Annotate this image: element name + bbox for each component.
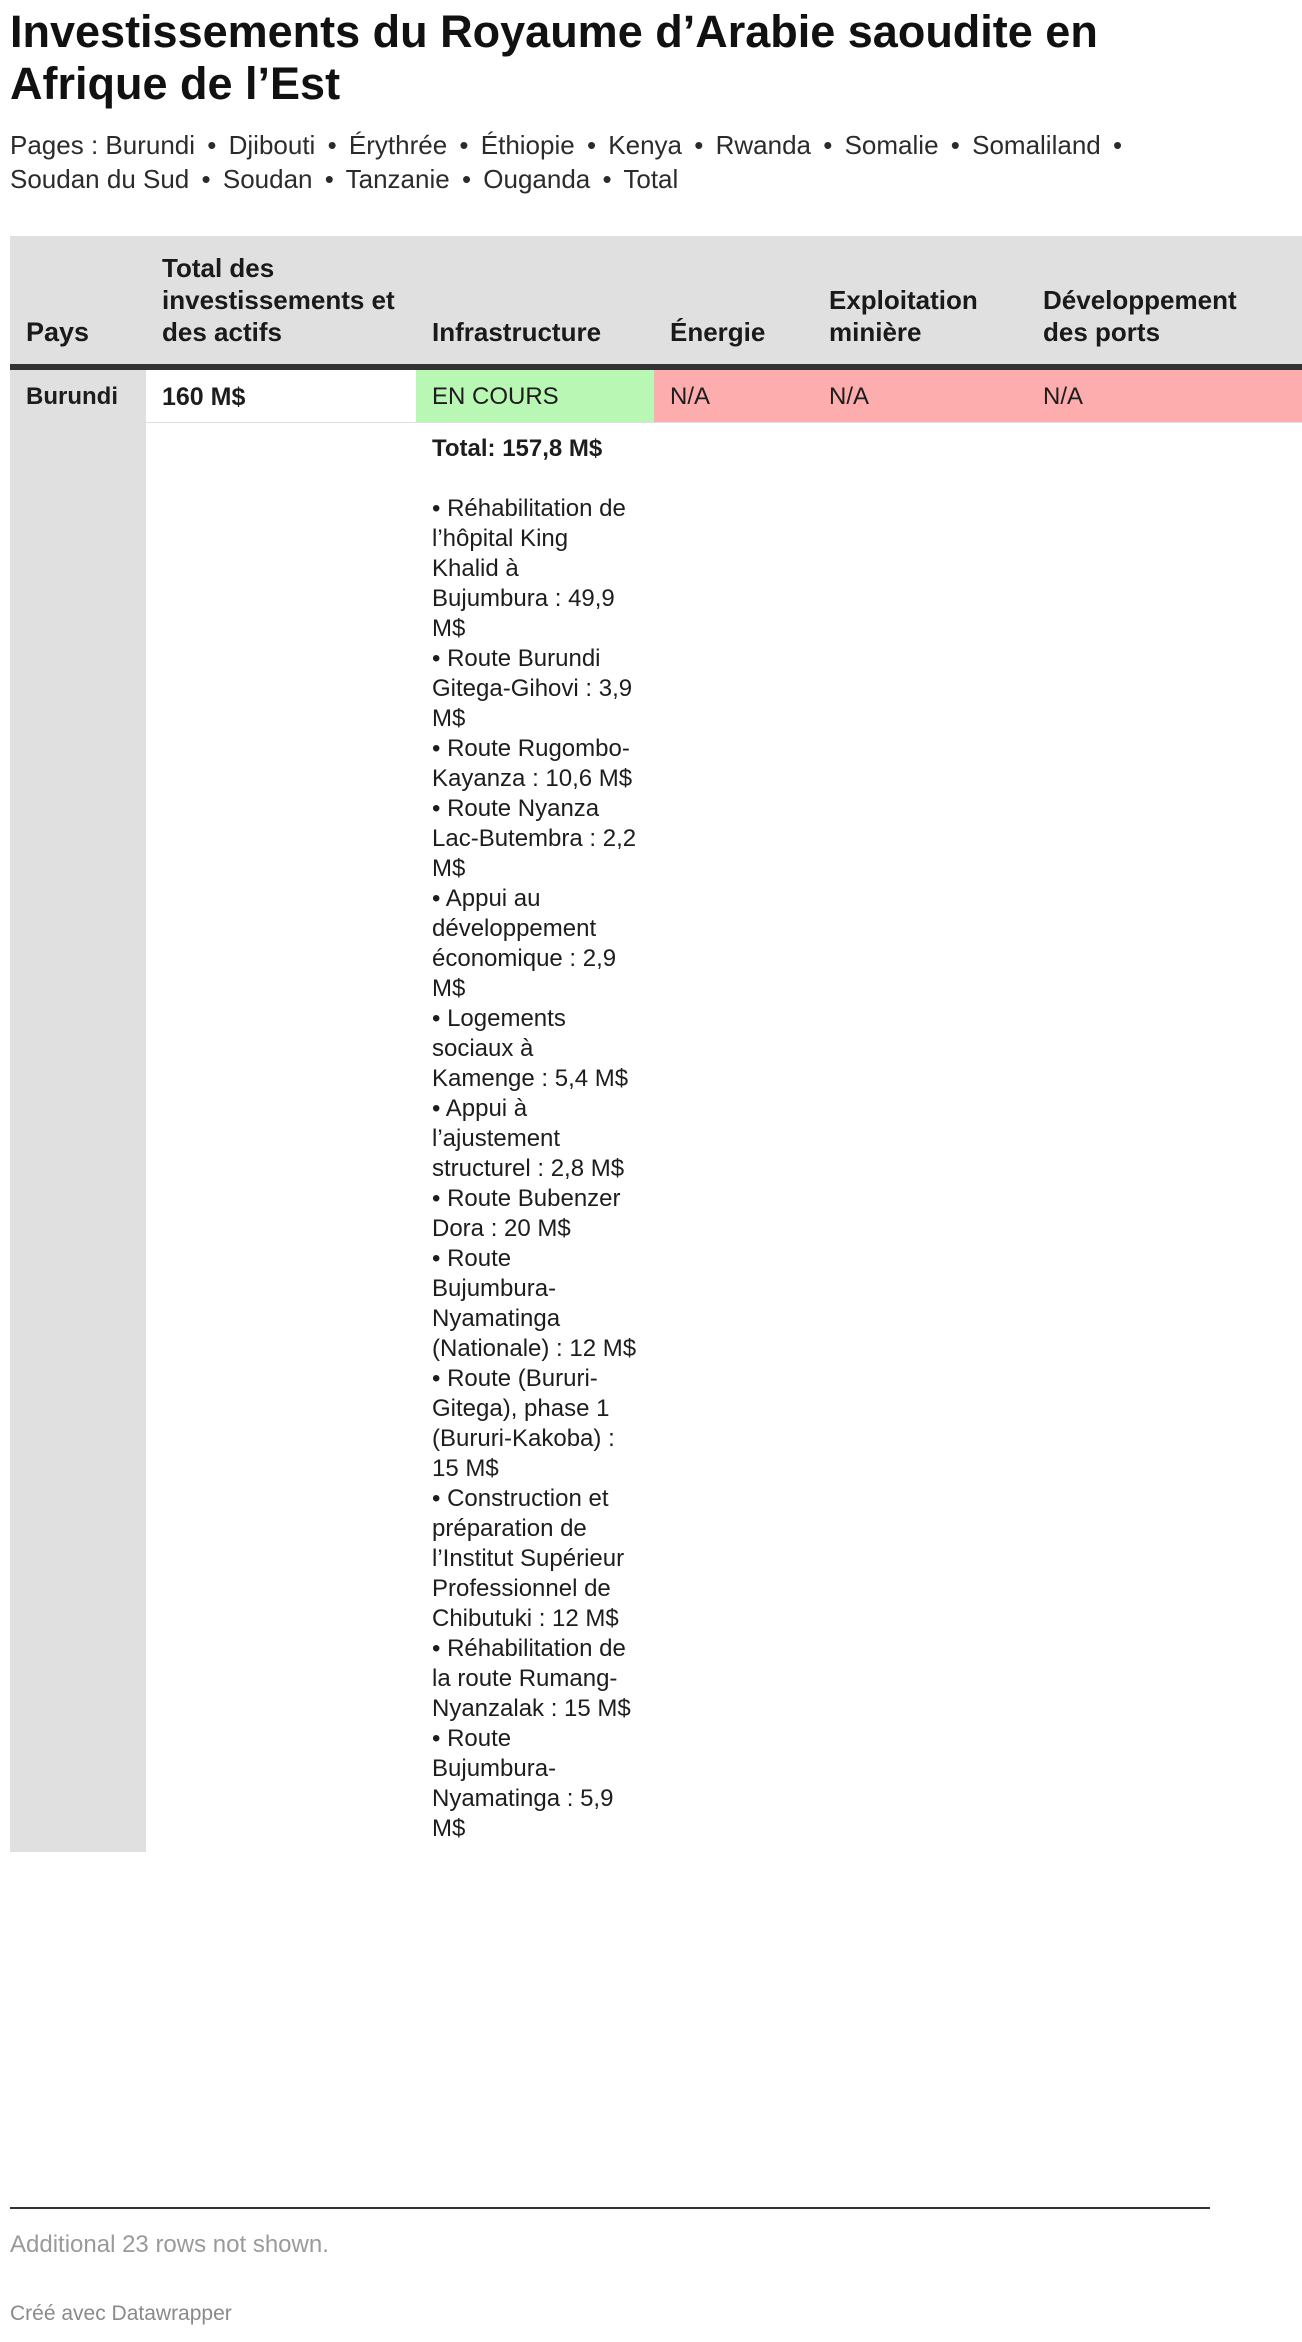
cell-mines-empty	[813, 422, 1027, 1852]
cell-energie-status: N/A	[654, 367, 813, 422]
page-link[interactable]: Rwanda	[715, 130, 812, 160]
cell-infrastructure-status: EN COURS	[416, 367, 654, 422]
rows-not-shown-note: Additional 23 rows not shown.	[10, 2231, 329, 2258]
pages-label: Pages :	[10, 130, 99, 160]
list-item: • Route Bujumbura-Nyamatinga (Nationale) : 12 M$	[432, 1244, 637, 1362]
cell-infrastructure-detail	[416, 422, 654, 1852]
cell-pays-empty	[10, 422, 146, 1852]
cell-energie-empty	[654, 422, 813, 1852]
investments-table-container	[10, 236, 1237, 1852]
page-separator: •	[459, 130, 469, 160]
table-header	[10, 236, 1302, 367]
page-title: Investissements du Royaume d’Arabie saoudite en Afrique de l’Est	[10, 6, 1098, 109]
col-header-total[interactable]: Total des investissements et des actifs	[146, 236, 416, 367]
table-row	[10, 367, 1302, 422]
cell-total: 160 M$	[146, 367, 416, 422]
cell-pays: Burundi	[10, 367, 146, 422]
list-item: • Route Bubenzer Dora : 20 M$	[432, 1184, 621, 1242]
col-header-mines[interactable]: Exploitation minière	[813, 236, 1027, 367]
col-header-infrastructure[interactable]: Infrastructure	[416, 236, 654, 367]
list-item: • Logements sociaux à Kamenge : 5,4 M$	[432, 1004, 629, 1092]
page-link[interactable]: Somaliland	[972, 130, 1101, 160]
page-link[interactable]: Ouganda	[483, 164, 591, 194]
page-separator: •	[1112, 130, 1123, 160]
page-separator: •	[602, 164, 612, 194]
page-link[interactable]: Érythrée	[348, 130, 448, 160]
page-link[interactable]: Kenya	[608, 130, 683, 160]
pages-nav	[10, 128, 1210, 196]
table-bottom-rule	[10, 2207, 1210, 2209]
page-link[interactable]: Djibouti	[228, 130, 316, 160]
page-link[interactable]: Burundi	[105, 130, 196, 160]
investments-table	[10, 236, 1302, 1852]
cell-mines-status: N/A	[813, 367, 1027, 422]
list-item: • Route Rugombo-Kayanza : 10,6 M$	[432, 734, 633, 792]
page-separator: •	[950, 130, 960, 160]
list-item: • Réhabilitation de l’hôpital King Khalid à Bujumbura : 49,9 M$	[432, 494, 626, 642]
credit-line: Créé avec Datawrapper	[10, 2302, 232, 2325]
cell-total-empty	[146, 422, 416, 1852]
list-item: • Construction et préparation de l’Institut Supérieur Professionnel de Chibutuki : 12 M$	[432, 1484, 625, 1632]
pages-links	[10, 130, 1127, 194]
list-item: • Route (Bururi-Gitega), phase 1 (Bururi-Kakoba) : 15 M$	[432, 1364, 615, 1482]
list-item: • Route Burundi Gitega-Gihovi : 3,9 M$	[432, 644, 633, 732]
page-link[interactable]: Total	[623, 164, 679, 194]
list-item: • Route Bujumbura-Nyamatinga : 5,9 M$	[432, 1724, 614, 1842]
page-link[interactable]: Somalie	[844, 130, 939, 160]
page-separator: •	[207, 130, 217, 160]
page-separator: •	[586, 130, 597, 160]
page-separator: •	[694, 130, 704, 160]
page-link[interactable]: Soudan	[222, 164, 313, 194]
page-link[interactable]: Éthiopie	[480, 130, 575, 160]
cell-ports-empty	[1027, 422, 1302, 1852]
list-item: • Réhabilitation de la route Rumang-Nyanzalak : 15 M$	[432, 1634, 631, 1722]
list-item: • Appui au développement économique : 2,9 M$	[432, 884, 617, 1002]
detail-list	[432, 494, 638, 1844]
page-separator: •	[327, 130, 337, 160]
detail-total: Total: 157,8 M$	[432, 434, 603, 462]
page-separator: •	[461, 164, 472, 194]
list-item: • Appui à l’ajustement structurel : 2,8 M$	[432, 1094, 625, 1182]
page-separator: •	[823, 130, 833, 160]
page-link[interactable]: Soudan du Sud	[10, 164, 190, 194]
table-row-detail	[10, 422, 1302, 1852]
cell-ports-status: N/A	[1027, 367, 1302, 422]
col-header-ports[interactable]: Développement des ports	[1027, 236, 1302, 367]
page-link[interactable]: Tanzanie	[345, 164, 450, 194]
col-header-energie[interactable]: Énergie	[654, 236, 813, 367]
col-header-pays[interactable]: Pays	[10, 236, 146, 367]
page-separator: •	[324, 164, 334, 194]
list-item: • Route Nyanza Lac-Butembra : 2,2 M$	[432, 794, 637, 882]
page-separator: •	[201, 164, 211, 194]
